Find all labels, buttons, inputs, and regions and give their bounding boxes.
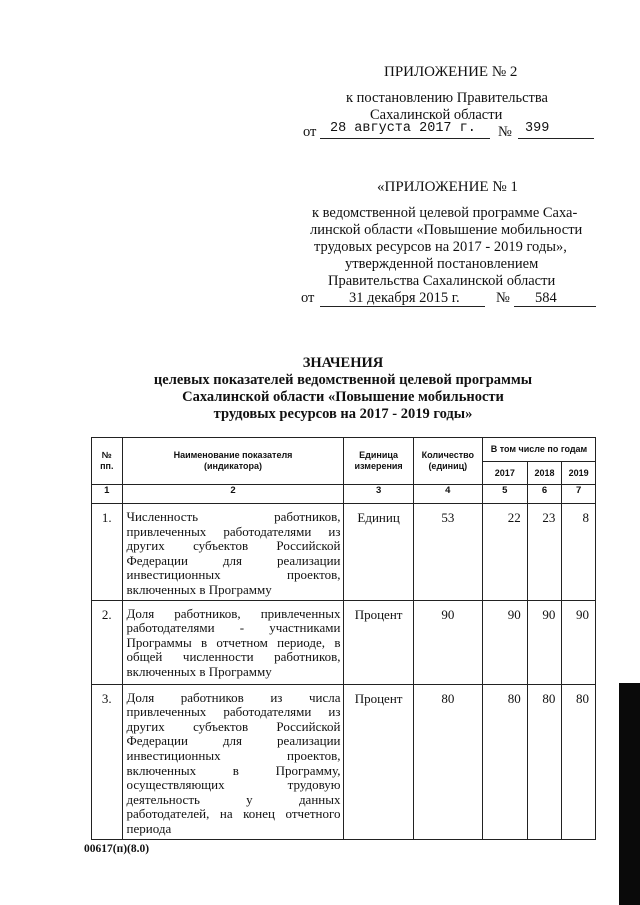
indicator-2018: 90 bbox=[527, 600, 562, 684]
column-number: 2 bbox=[122, 485, 344, 504]
appendix1-line5: Правительства Сахалинской области bbox=[328, 273, 556, 289]
appendix1-date-underline bbox=[320, 306, 485, 307]
indicator-2017: 90 bbox=[482, 600, 527, 684]
header-row-1 bbox=[92, 438, 596, 462]
indicator-2019: 80 bbox=[562, 684, 596, 839]
scan-edge-shadow bbox=[619, 683, 640, 905]
row-number: 2. bbox=[92, 600, 123, 684]
heading-line2: целевых показателей ведомственной целевой программы bbox=[153, 372, 533, 388]
appendix2-line2: Сахалинской области bbox=[370, 107, 503, 123]
indicator-2017: 22 bbox=[482, 504, 527, 601]
appendix2-date-underline bbox=[320, 138, 490, 139]
indicator-name: Численность работников, привлеченных работодателями из других субъектов Российской Федерации для реализации инвестиционных проектов, включенных в Программу bbox=[122, 504, 344, 601]
row-number: 3. bbox=[92, 684, 123, 839]
heading-line4: трудовых ресурсов на 2017 - 2019 годы» bbox=[213, 406, 473, 422]
column-numbers-row bbox=[92, 485, 596, 504]
column-number: 3 bbox=[344, 485, 413, 504]
indicator-2018: 80 bbox=[527, 684, 562, 839]
column-number: 4 bbox=[413, 485, 482, 504]
header-unit: Единица измерения bbox=[344, 438, 413, 485]
indicator-total: 90 bbox=[413, 600, 482, 684]
appendix2-line1: к постановлению Правительства bbox=[346, 90, 548, 106]
column-number: 5 bbox=[482, 485, 527, 504]
indicator-name: Доля работников, привлеченных работодателями - участниками Программы в отчетном периоде, в общей численности работников, включенных в Программу bbox=[122, 600, 344, 684]
appendix1-no-label: № bbox=[496, 290, 510, 306]
indicator-unit: Процент bbox=[344, 684, 413, 839]
appendix1-from-label: от bbox=[301, 290, 315, 306]
table-row bbox=[92, 600, 596, 684]
indicator-2018: 23 bbox=[527, 504, 562, 601]
table-row bbox=[92, 504, 596, 601]
indicators-table bbox=[91, 437, 596, 840]
heading-line1: ЗНАЧЕНИЯ bbox=[302, 355, 384, 371]
column-number: 7 bbox=[562, 485, 596, 504]
header-years-group: В том числе по годам bbox=[482, 438, 595, 462]
indicator-total: 80 bbox=[413, 684, 482, 839]
appendix1-line4: утвержденной постановлением bbox=[345, 256, 539, 272]
row-number: 1. bbox=[92, 504, 123, 601]
header-year-2017: 2017 bbox=[482, 462, 527, 485]
indicator-unit: Процент bbox=[344, 600, 413, 684]
header-num: № пп. bbox=[92, 438, 123, 485]
heading-line3: Сахалинской области «Повышение мобильности bbox=[182, 389, 504, 405]
appendix2-date: 28 августа 2017 г. bbox=[330, 121, 476, 136]
appendix1-line1: к ведомственной целевой программе Саха- bbox=[312, 205, 578, 221]
appendix2-number-underline bbox=[518, 138, 594, 139]
column-number: 6 bbox=[527, 485, 562, 504]
appendix1-title: «ПРИЛОЖЕНИЕ № 1 bbox=[377, 179, 518, 195]
indicator-name: Доля работников из числа привлеченных работодателями из других субъектов Российской Федерации для реализации инвестиционных проектов, включенных в Программу, осуществляющих трудовую деятельность у данных работодателей, на конец отчетного периода bbox=[122, 684, 344, 839]
appendix2-number: 399 bbox=[525, 121, 550, 136]
table-row bbox=[92, 684, 596, 839]
document-code: 00617(п)(8.0) bbox=[84, 843, 150, 855]
indicator-unit: Единиц bbox=[344, 504, 413, 601]
indicator-2019: 90 bbox=[562, 600, 596, 684]
appendix1-line2: линской области «Повышение мобильности bbox=[310, 222, 583, 238]
header-year-2019: 2019 bbox=[562, 462, 596, 485]
header-year-2018: 2018 bbox=[527, 462, 562, 485]
appendix1-number: 584 bbox=[535, 290, 557, 306]
appendix1-date: 31 декабря 2015 г. bbox=[349, 290, 460, 306]
appendix1-line3: трудовых ресурсов на 2017 - 2019 годы», bbox=[314, 239, 567, 255]
indicator-total: 53 bbox=[413, 504, 482, 601]
appendix2-no-label: № bbox=[498, 124, 512, 140]
indicator-2019: 8 bbox=[562, 504, 596, 601]
header-quantity: Количество (единиц) bbox=[413, 438, 482, 485]
appendix2-from-label: от bbox=[303, 124, 317, 140]
column-number: 1 bbox=[92, 485, 123, 504]
header-name: Наименование показателя (индикатора) bbox=[122, 438, 344, 485]
appendix2-title: ПРИЛОЖЕНИЕ № 2 bbox=[384, 64, 518, 80]
indicator-2017: 80 bbox=[482, 684, 527, 839]
appendix1-number-underline bbox=[514, 306, 596, 307]
